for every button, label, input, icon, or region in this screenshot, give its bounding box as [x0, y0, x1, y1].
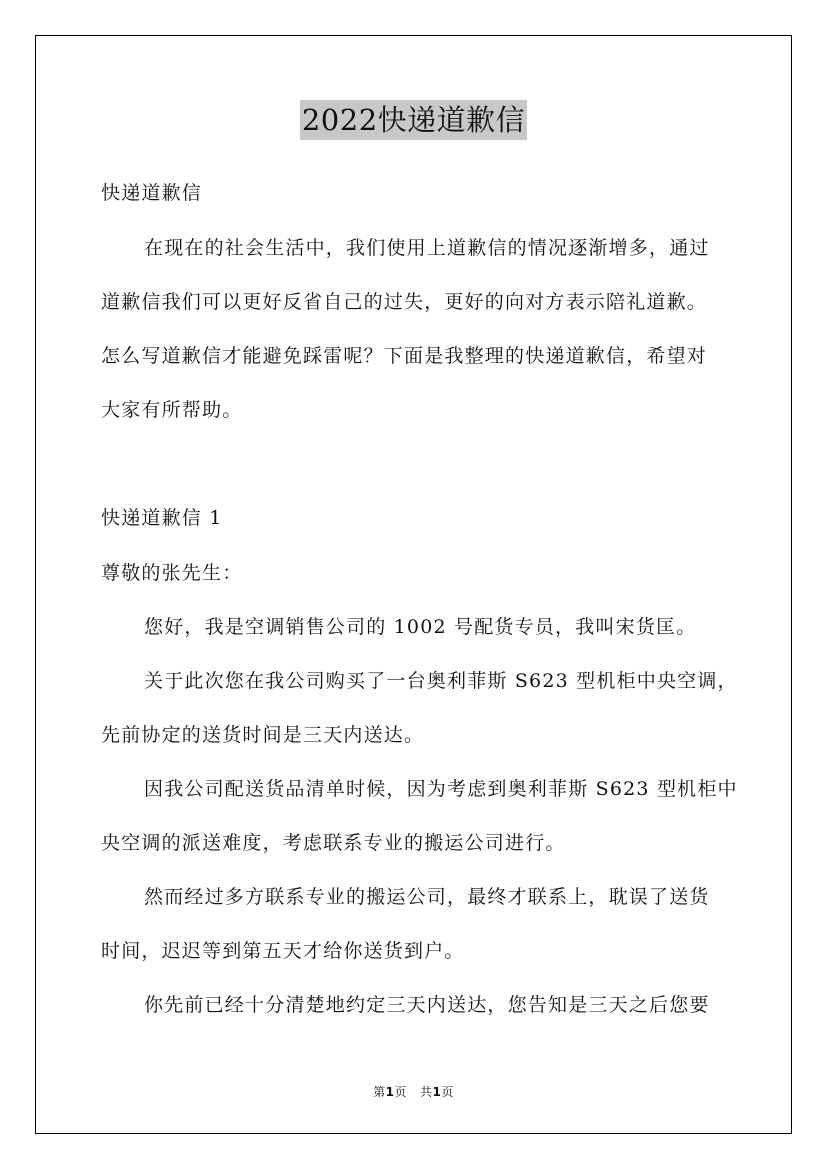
total-pages: 1	[432, 1085, 442, 1099]
section-heading: 快递道歉信 1	[101, 507, 223, 529]
paragraph-line: 大家有所帮助。	[101, 399, 243, 421]
page-footer	[0, 1083, 827, 1100]
total-label-suffix: 页	[441, 1085, 454, 1099]
page-label-prefix: 第	[373, 1085, 386, 1099]
paragraph-line: 您好，我是空调销售公司的 1002 号配货专员，我叫宋货匡。	[144, 616, 697, 638]
page-number: 1	[385, 1085, 395, 1099]
paragraph-line: 因我公司配送货品清单时候，因为考虑到奥利菲斯 S623 型机柜中	[144, 778, 738, 800]
paragraph-line: 然而经过多方联系专业的搬运公司，最终才联系上，耽误了送货	[144, 886, 710, 908]
salutation: 尊敬的张先生：	[101, 562, 243, 584]
paragraph-line: 道歉信我们可以更好反省自己的过失，更好的向对方表示陪礼道歉。	[101, 291, 708, 313]
paragraph-line: 怎么写道歉信才能避免踩雷呢？下面是我整理的快递道歉信，希望对	[101, 345, 708, 367]
section-heading: 快递道歉信	[101, 182, 203, 204]
paragraph-line: 先前协定的送货时间是三天内送达。	[101, 724, 425, 746]
title-container	[0, 100, 827, 140]
paragraph-line: 央空调的派送难度，考虑联系专业的搬运公司进行。	[101, 832, 566, 854]
page-label-suffix: 页	[394, 1085, 408, 1099]
paragraph-line: 时间，迟迟等到第五天才给你送货到户。	[101, 940, 465, 962]
document-title: 2022快递道歉信	[300, 100, 527, 140]
total-label-prefix: 共	[419, 1085, 433, 1099]
paragraph-line: 关于此次您在我公司购买了一台奥利菲斯 S623 型机柜中央空调，	[144, 670, 738, 692]
paragraph-line: 你先前已经十分清楚地约定三天内送达，您告知是三天之后您要	[144, 994, 710, 1016]
paragraph-line: 在现在的社会生活中，我们使用上道歉信的情况逐渐增多，通过	[144, 237, 710, 259]
